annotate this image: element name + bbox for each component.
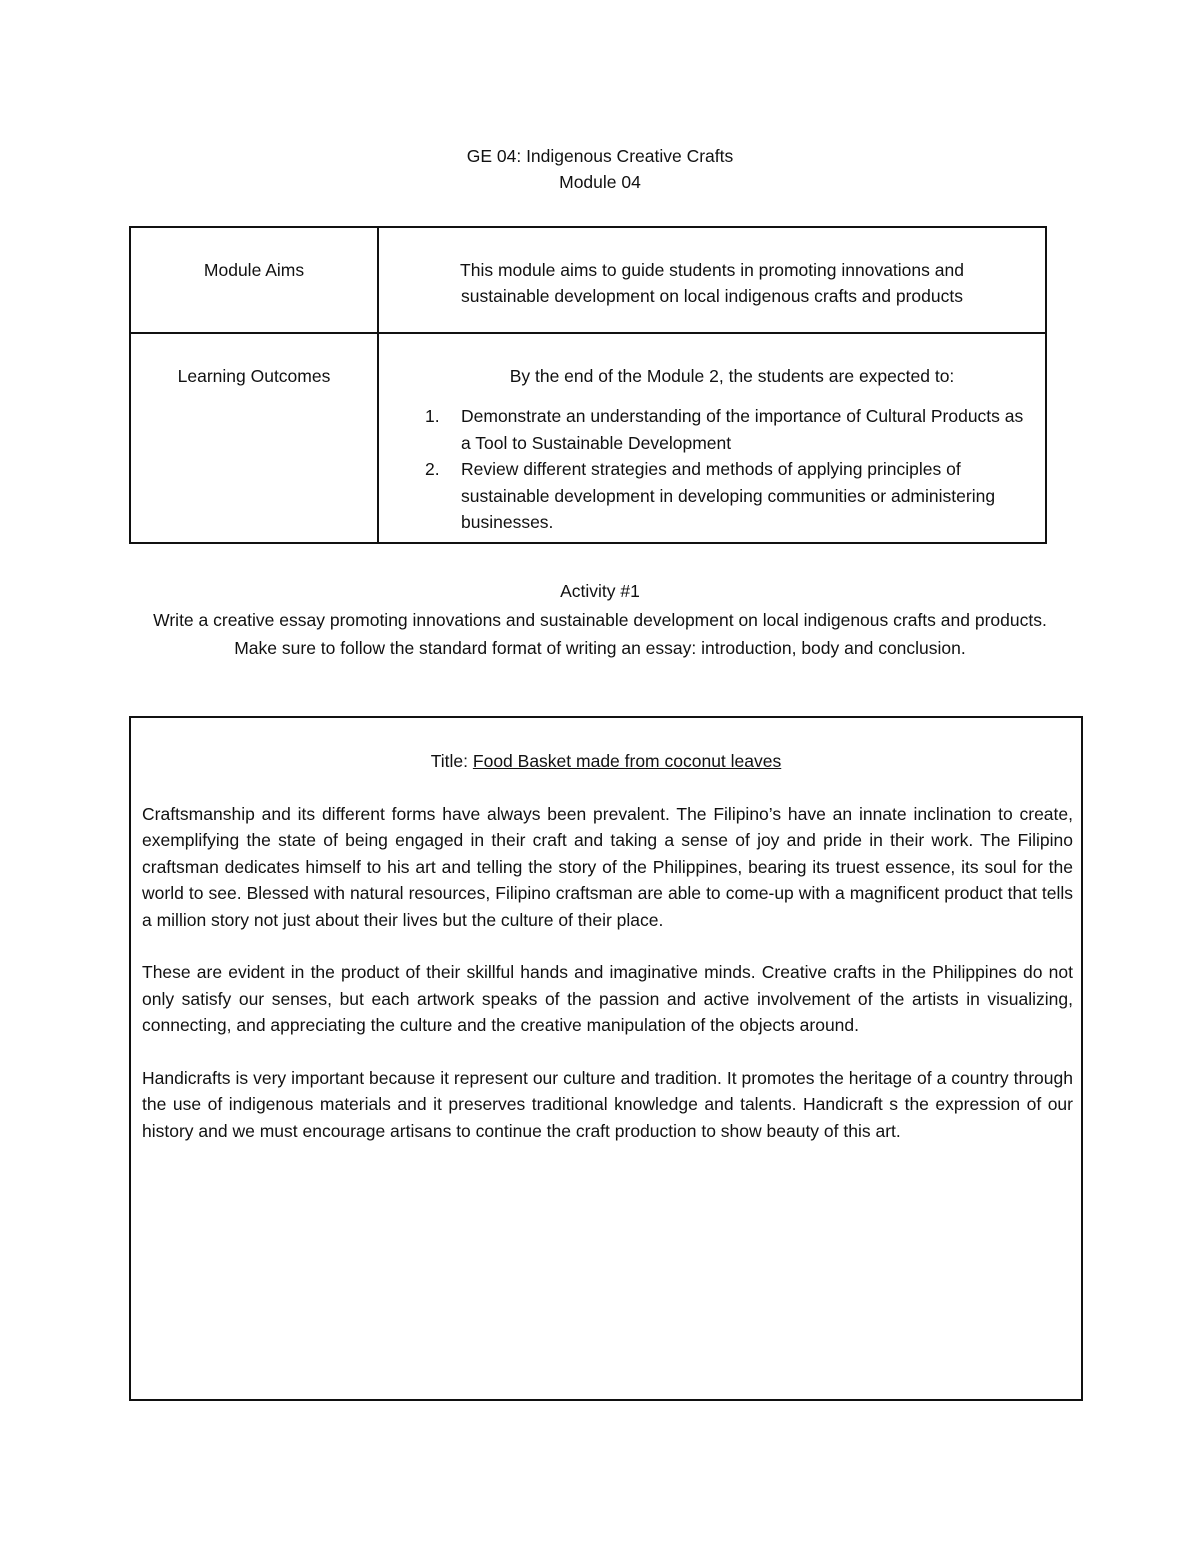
outcomes-list bbox=[379, 403, 1045, 535]
list-item bbox=[425, 456, 1035, 535]
activity-section bbox=[150, 577, 1050, 663]
outcomes-label: Learning Outcomes bbox=[177, 366, 331, 386]
course-title: GE 04: Indigenous Creative Crafts bbox=[466, 146, 734, 166]
outcomes-value-cell bbox=[378, 333, 1046, 543]
list-item bbox=[425, 403, 1035, 456]
essay-body bbox=[142, 801, 1073, 1171]
essay-paragraph: These are evident in the product of their skillful hands and imaginative minds. Creative crafts in the Philippines do not only satisfy our senses, but each artwork speaks of the passion and active involvement of the artists in visualizing, connecting, and appreciating the culture and the creative manipulation of the objects around. bbox=[142, 962, 1073, 1036]
aims-text: This module aims to guide students in promoting innovations and sustainable development on local indigenous crafts and products bbox=[460, 260, 964, 307]
activity-heading: Activity #1 bbox=[560, 581, 640, 601]
module-info-table bbox=[129, 226, 1047, 544]
aims-value-cell bbox=[378, 227, 1046, 333]
list-item-number: 2. bbox=[425, 459, 440, 480]
module-number: Module 04 bbox=[559, 172, 641, 193]
outcomes-intro: By the end of the Module 2, the students are expected to: bbox=[509, 366, 955, 386]
table-row-aims bbox=[130, 227, 1046, 333]
aims-label: Module Aims bbox=[203, 260, 305, 280]
list-item-text: Review different strategies and methods of applying principles of sustainable development in developing communities or administering businesses. bbox=[461, 459, 996, 533]
list-item-number: 1. bbox=[425, 406, 440, 427]
essay-box bbox=[129, 716, 1083, 1401]
activity-instructions: Write a creative essay promoting innovations and sustainable development on local indigenous crafts and products. Make sure to follow the standard format of writing an essay: introduction, body and conclusion. bbox=[153, 609, 1047, 658]
essay-title-value: Food Basket made from coconut leaves bbox=[472, 751, 782, 771]
essay-paragraph: Handicrafts is very important because it represent our culture and tradition. It promotes the heritage of a country through the use of indigenous materials and it preserves traditional knowledge and talents. Handicraft s the expression of our history and we must encourage artisans to continue the craft production to show beauty of this art. bbox=[142, 1068, 1073, 1141]
outcomes-label-cell bbox=[130, 333, 378, 543]
list-item-text: Demonstrate an understanding of the importance of Cultural Products as a Tool to Sustainable Development bbox=[461, 406, 1024, 453]
document-header bbox=[0, 143, 1200, 196]
essay-paragraph: Craftsmanship and its different forms have always been prevalent. The Filipino’s have an innate inclination to create, exemplifying the state of being engaged in their craft and taking a sense of joy and pride in their work. The Filipino craftsman dedicates himself to his art and telling the story of the Philippines, bearing its truest essence, its soul for the world to see. Blessed with natural resources, Filipino craftsman are able to come-up with a magnificent product that tells a million story not just about their lives but the culture of their place. bbox=[142, 804, 1073, 930]
table-row-outcomes bbox=[130, 333, 1046, 543]
essay-title bbox=[131, 748, 1081, 774]
essay-title-label: Title: bbox=[430, 751, 469, 771]
aims-label-cell bbox=[130, 227, 378, 333]
